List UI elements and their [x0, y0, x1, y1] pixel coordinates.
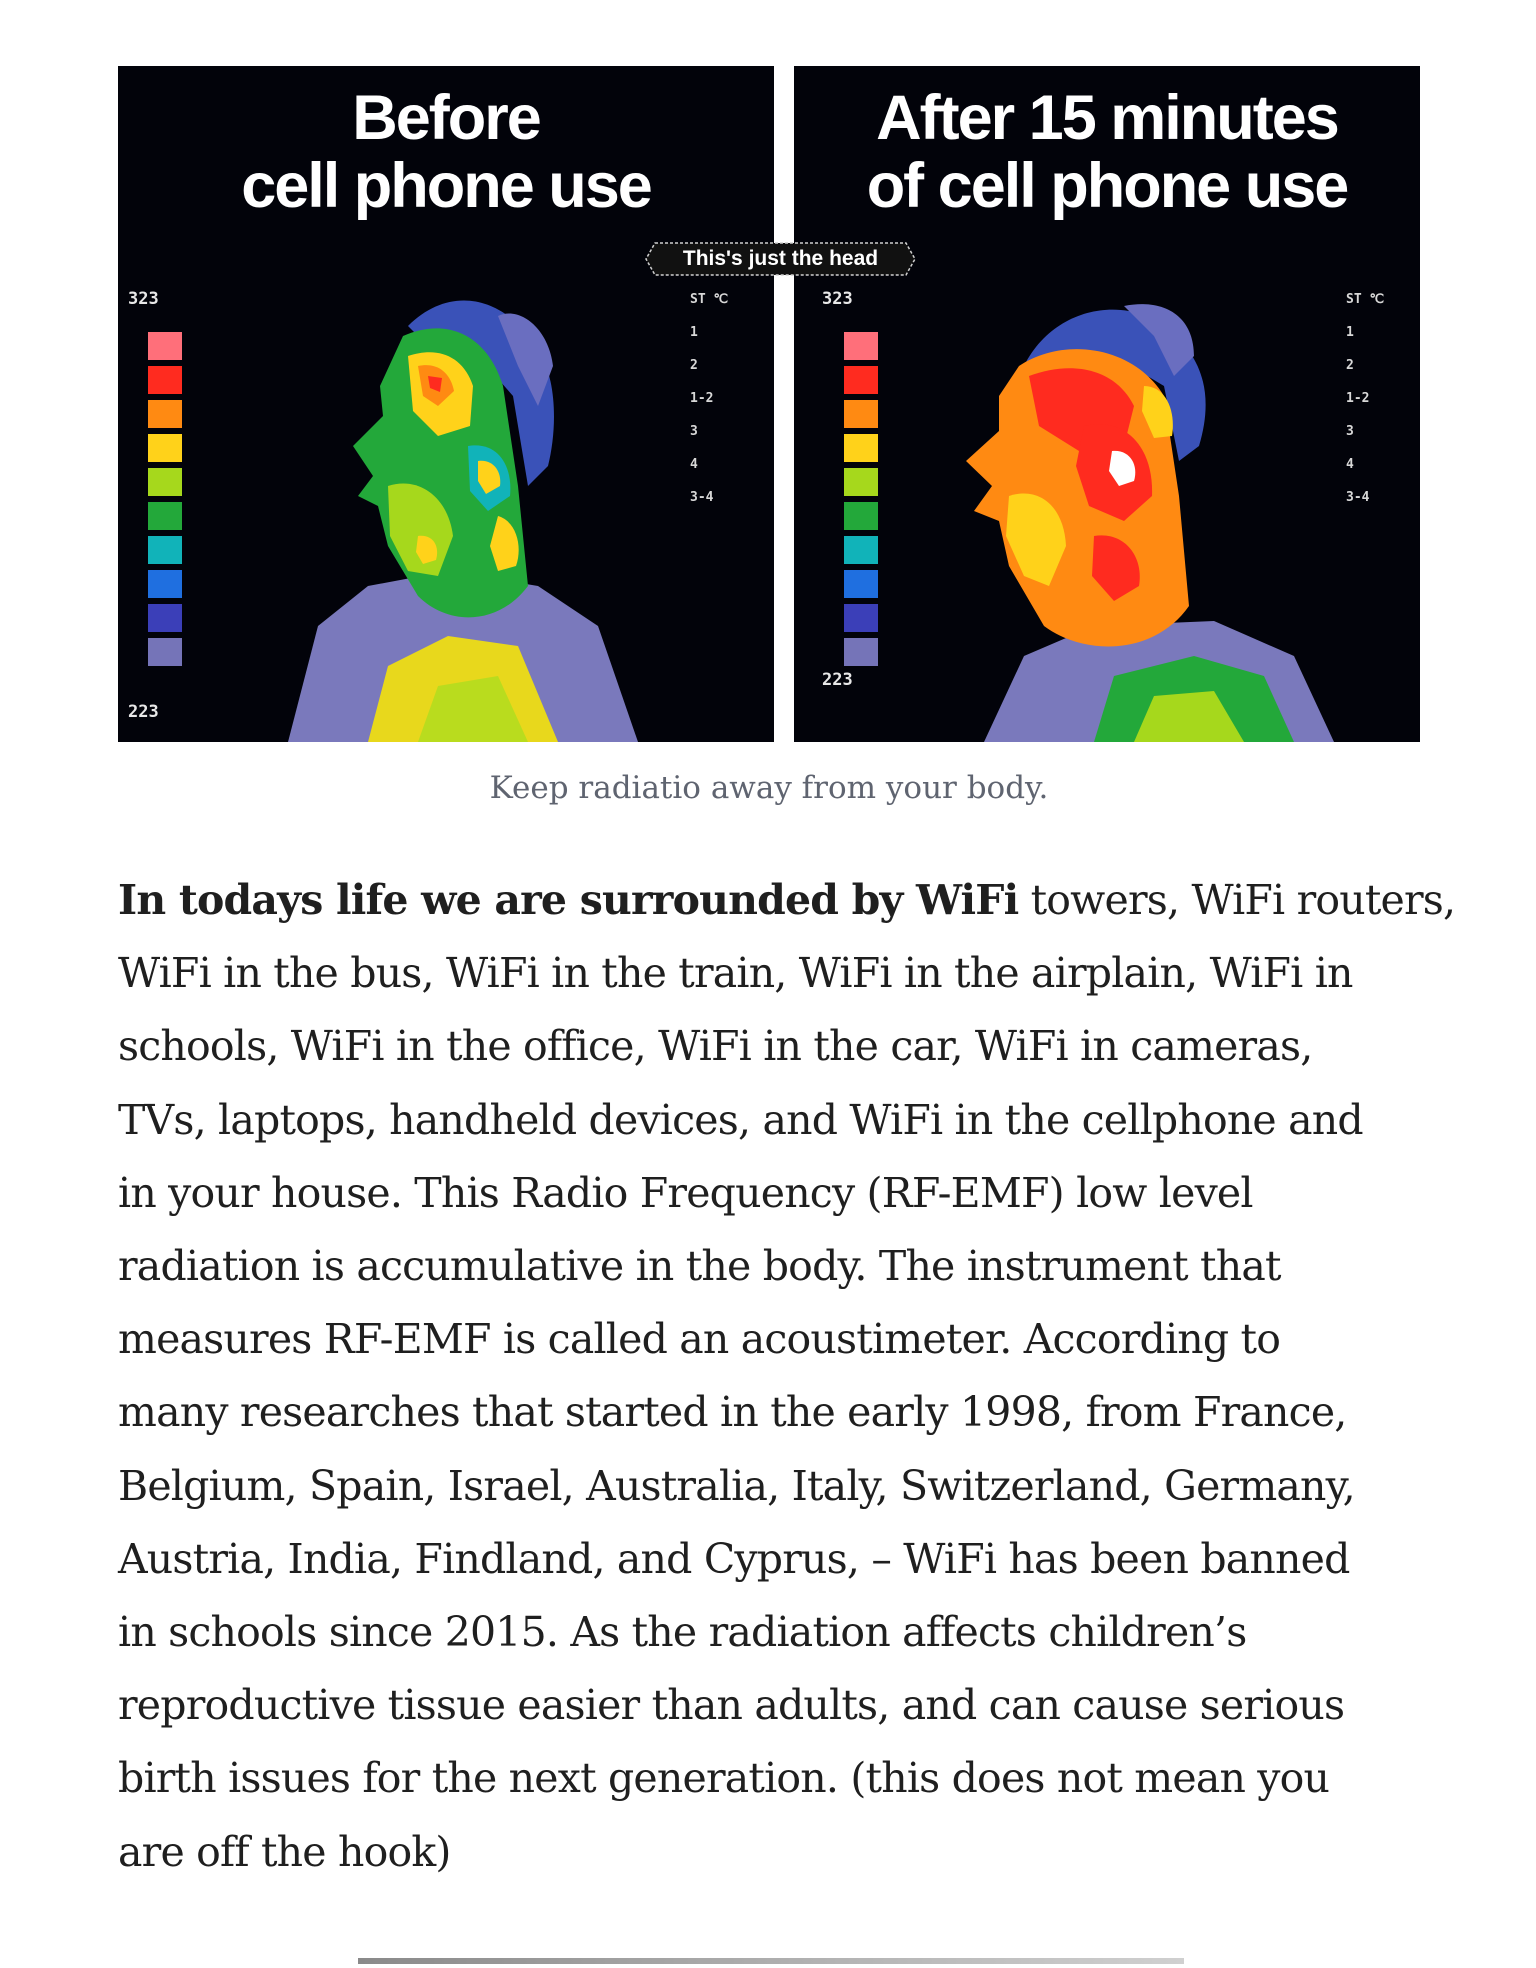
paragraph-line: reproductive tissue easier than adults, and can cause serious — [118, 1681, 1345, 1730]
after-color-scale — [844, 332, 878, 672]
paragraph-line: birth issues for the next generation. (this does not mean you — [118, 1754, 1330, 1803]
image-caption: Keep radiatio away from your body. — [489, 770, 1049, 806]
next-image-edge — [358, 1958, 1184, 1964]
tick-label: ST ℃ — [1346, 292, 1385, 307]
tick-label: ST ℃ — [690, 292, 729, 307]
paragraph-line: schools, WiFi in the office, WiFi in the car, WiFi in cameras, — [118, 1022, 1313, 1071]
paragraph-line: in schools since 2015. As the radiation affects children’s — [118, 1608, 1247, 1657]
lead-bold-text: In todays life we are surrounded by WiFi — [118, 876, 1019, 924]
tick-label: 2 — [1346, 358, 1354, 373]
article-paragraph — [118, 864, 1456, 1889]
paragraph-line: Belgium, Spain, Israel, Australia, Italy, Switzerland, Germany, — [118, 1461, 1355, 1510]
before-scale-max: 323 — [128, 289, 159, 309]
before-title — [118, 84, 774, 220]
tick-label: 2 — [690, 358, 698, 373]
tick-label: 1 — [690, 325, 698, 340]
paragraph-line: measures RF-EMF is called an acoustimeter. According to — [118, 1315, 1281, 1364]
paragraph-line: are off the hook) — [118, 1827, 451, 1876]
tick-label: 4 — [1346, 457, 1354, 472]
head-callout-tag — [643, 241, 918, 277]
after-title — [794, 84, 1420, 220]
after-tick-labels — [1346, 292, 1384, 523]
paragraph-line: WiFi in the bus, WiFi in the train, WiFi in the airplain, WiFi in — [118, 949, 1353, 998]
tick-label: 3-4 — [690, 490, 714, 505]
paragraph-line: radiation is accumulative in the body. The instrument that — [118, 1242, 1281, 1291]
paragraph-line: in your house. This Radio Frequency (RF-EMF) low level — [118, 1168, 1253, 1217]
tick-label: 1-2 — [1346, 391, 1370, 406]
before-tick-labels — [690, 292, 728, 523]
paragraph-line — [118, 864, 1456, 937]
lead-rest-text: towers, WiFi routers, — [1018, 876, 1456, 924]
paragraph-line: TVs, laptops, handheld devices, and WiFi in the cellphone and — [118, 1095, 1363, 1144]
after-scale-min: 223 — [822, 670, 853, 690]
panel-divider — [774, 66, 794, 742]
head-callout-text: This's just the head — [682, 247, 879, 270]
tick-label: 3 — [690, 424, 698, 439]
before-scale-min: 223 — [128, 702, 159, 722]
tick-label: 3-4 — [1346, 490, 1370, 505]
before-title-line-1: Before — [352, 83, 540, 153]
tick-label: 3 — [1346, 424, 1354, 439]
tick-label: 1 — [1346, 325, 1354, 340]
after-scale-max: 323 — [822, 289, 853, 309]
tick-label: 1-2 — [690, 391, 714, 406]
paragraph-line: Austria, India, Findland, and Cyprus, – WiFi has been banned — [118, 1534, 1350, 1583]
paragraph-line: many researches that started in the early 1998, from France, — [118, 1388, 1347, 1437]
before-color-scale — [148, 332, 182, 672]
after-panel — [794, 66, 1420, 742]
before-title-line-2: cell phone use — [241, 151, 651, 221]
before-panel — [118, 66, 774, 742]
after-title-line-2: of cell phone use — [866, 151, 1348, 221]
after-title-line-1: After 15 minutes — [876, 83, 1338, 153]
thermal-comparison-image — [118, 66, 1420, 742]
tick-label: 4 — [690, 457, 698, 472]
